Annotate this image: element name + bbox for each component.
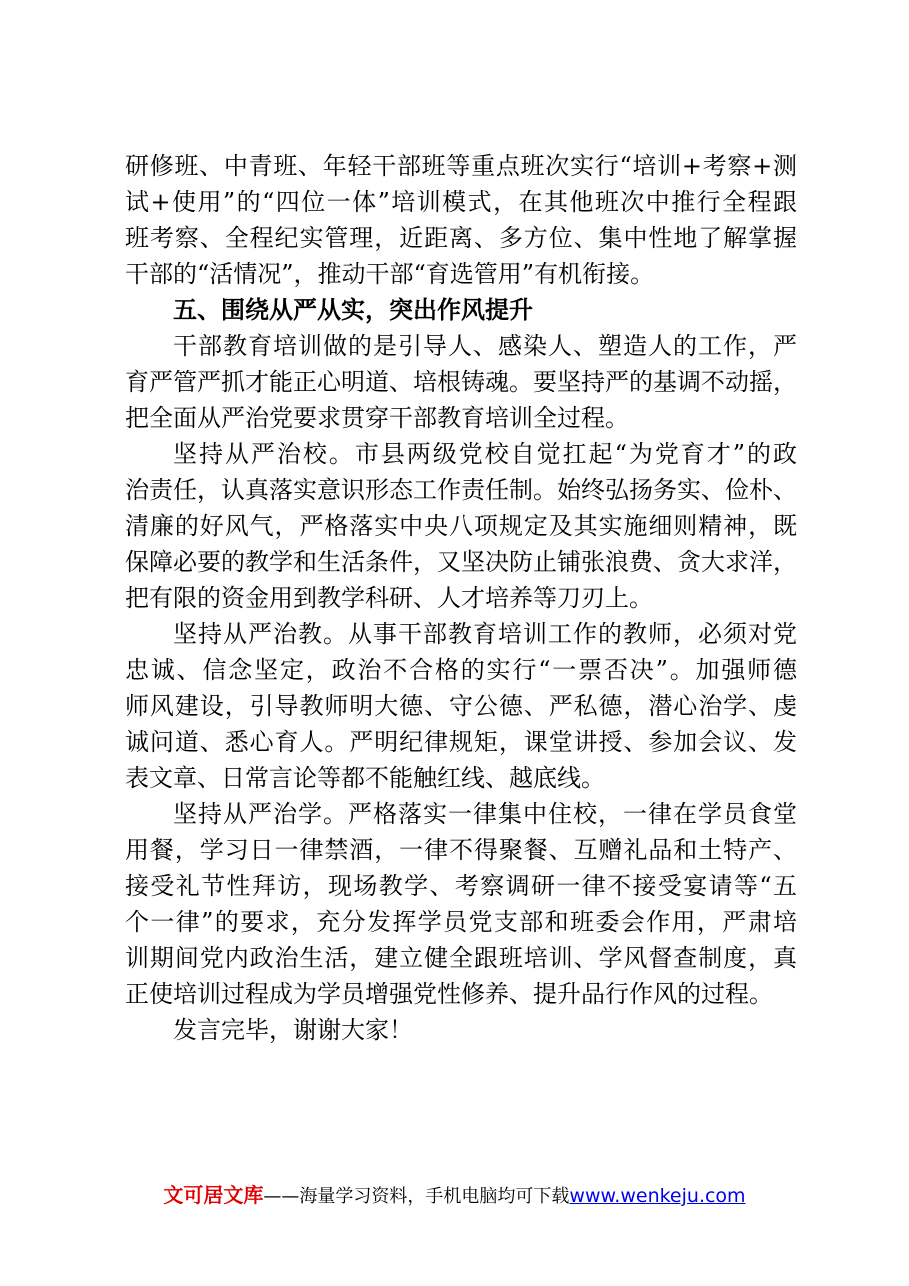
body-line: 坚持从严治学。严格落实一律集中住校，一律在学员食堂 [173, 800, 797, 828]
body-line: 训期间党内政治生活，建立健全跟班培训、学风督查制度，真 [125, 944, 797, 972]
body-line: 表文章、日常言论等都不能触红线、越底线。 [125, 764, 605, 792]
document-body [125, 148, 797, 1048]
body-line: 育严管严抓才能正心明道、培根铸魂。要坚持严的基调不动摇， [125, 368, 797, 396]
body-line: 把有限的资金用到教学科研、人才培养等刀刃上。 [125, 584, 653, 612]
body-line: 保障必要的教学和生活条件，又坚决防止铺张浪费、贪大求洋， [125, 548, 797, 576]
body-line: 个一律”的要求，充分发挥学员党支部和班委会作用，严肃培 [125, 908, 797, 936]
closing-line: 发言完毕，谢谢大家！ [173, 1016, 413, 1044]
body-line: 诚问道、悉心育人。严明纪律规矩，课堂讲授、参加会议、发 [125, 728, 797, 756]
body-line: 忠诚、信念坚定，政治不合格的实行“一票否决”。加强师德 [125, 656, 797, 684]
footer-brand: 文可居文库 [163, 1183, 264, 1207]
body-line: 接受礼节性拜访，现场教学、考察调研一律不接受宴请等“五 [125, 872, 797, 900]
body-line: 清廉的好风气，严格落实中央八项规定及其实施细则精神，既 [125, 512, 797, 540]
body-line: 干部教育培训做的是引导人、感染人、塑造人的工作，严 [173, 332, 797, 360]
body-line: 用餐，学习日一律禁酒，一律不得聚餐、互赠礼品和土特产、 [125, 836, 797, 864]
body-line: 班考察、全程纪实管理，近距离、多方位、集中性地了解掌握 [125, 224, 797, 252]
section-heading: 五、围绕从严从实，突出作风提升 [173, 296, 533, 324]
body-line: 正使培训过程成为学员增强党性修养、提升品行作风的过程。 [125, 980, 773, 1008]
body-line: 干部的“活情况”，推动干部“育选管用”有机衔接。 [125, 260, 655, 288]
body-line: 试+使用”的“四位一体”培训模式，在其他班次中推行全程跟 [125, 188, 797, 216]
body-line: 师风建设，引导教师明大德、守公德、严私德，潜心治学、虔 [125, 692, 797, 720]
body-line: 研修班、中青班、年轻干部班等重点班次实行“培训+考察+测 [125, 152, 797, 180]
footer-tagline: ——海量学习资料，手机电脑均可下载 [263, 1186, 570, 1207]
body-line: 把全面从严治党要求贯穿干部教育培训全过程。 [125, 404, 629, 432]
body-line: 坚持从严治校。市县两级党校自觉扛起“为党育才”的政 [173, 440, 797, 468]
body-line: 坚持从严治教。从事干部教育培训工作的教师，必须对党 [173, 620, 797, 648]
body-line: 治责任，认真落实意识形态工作责任制。始终弘扬务实、俭朴、 [125, 476, 797, 504]
footer-banner [0, 1181, 909, 1211]
footer-url-link[interactable]: www.wenkeju.com [569, 1185, 746, 1207]
